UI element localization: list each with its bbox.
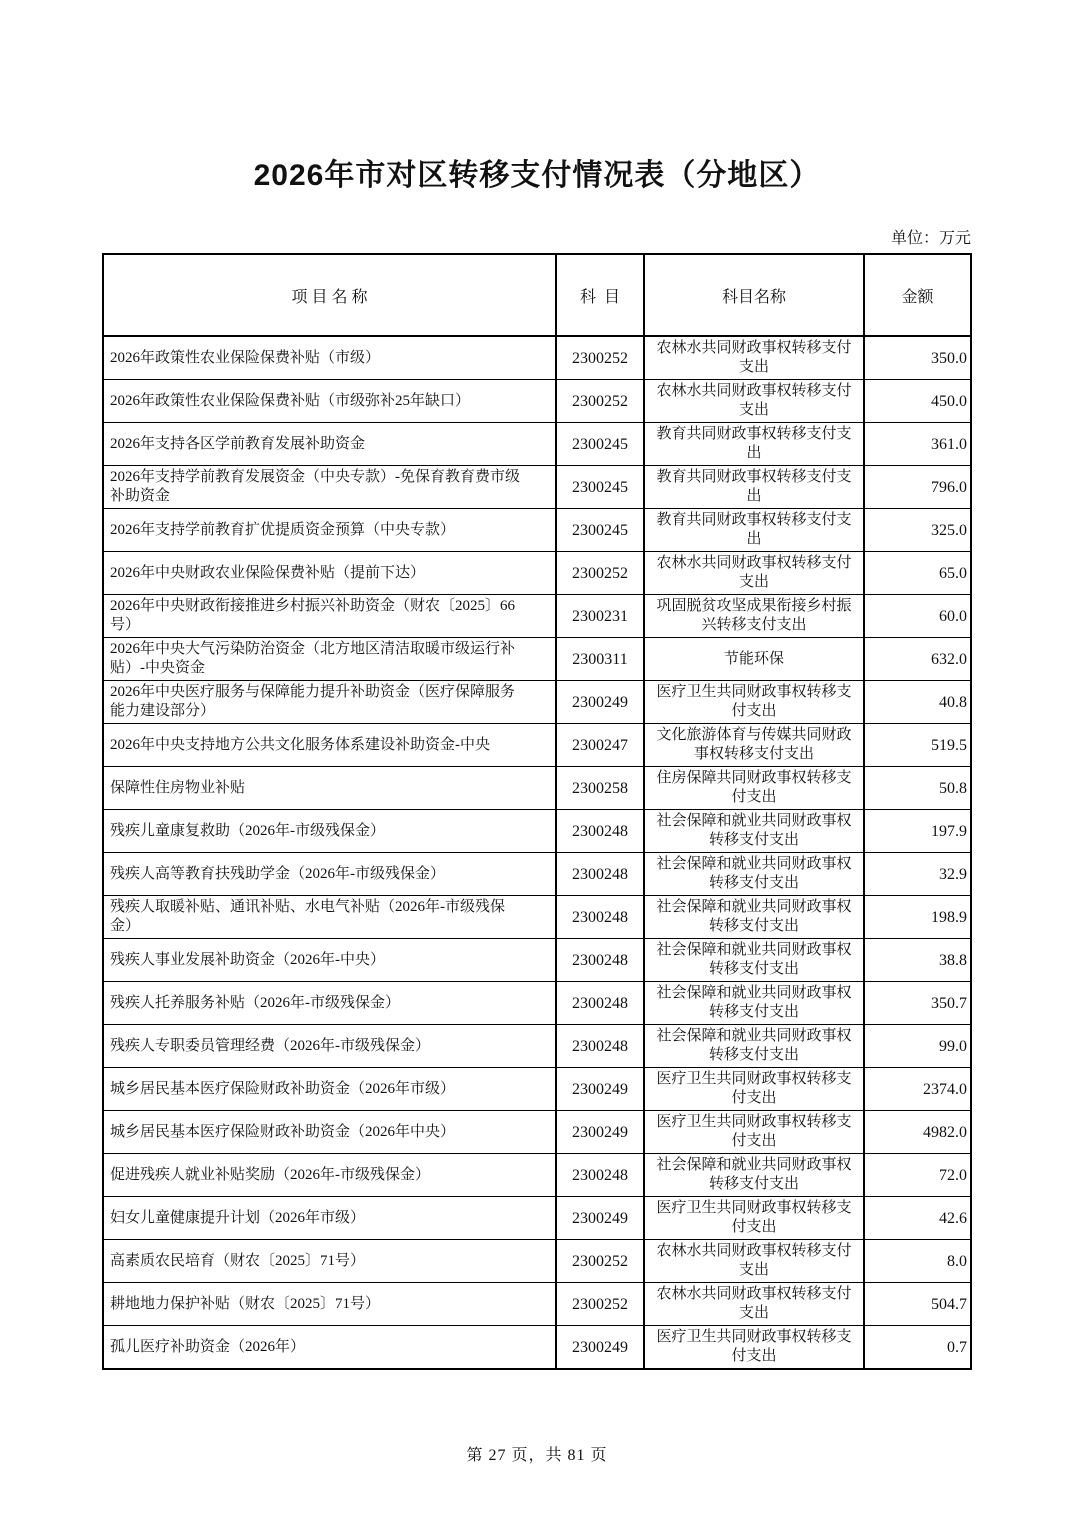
table-row (103, 1283, 971, 1326)
col-header-project-name: 项 目 名 称 (103, 254, 556, 336)
table-row (103, 336, 971, 380)
project-name-cell: 残疾儿童康复救助（2026年-市级残保金） (103, 810, 556, 853)
table-row (103, 1068, 971, 1111)
subject-name-cell: 社会保障和就业共同财政事权转移支付支出 (644, 853, 864, 896)
subject-name-cell: 社会保障和就业共同财政事权转移支付支出 (644, 939, 864, 982)
amount-cell: 197.9 (864, 810, 971, 853)
table-row (103, 466, 971, 509)
table-head (103, 254, 971, 336)
amount-cell: 32.9 (864, 853, 971, 896)
page-title: 2026年市对区转移支付情况表（分地区） (253, 159, 821, 192)
subject-code-cell: 2300252 (556, 1283, 644, 1326)
subject-code-cell: 2300247 (556, 724, 644, 767)
amount-cell: 325.0 (864, 509, 971, 552)
subject-name-cell: 医疗卫生共同财政事权转移支付支出 (644, 681, 864, 724)
subject-code-cell: 2300252 (556, 1240, 644, 1283)
subject-code-cell: 2300252 (556, 336, 644, 380)
subject-name-cell: 教育共同财政事权转移支付支出 (644, 423, 864, 466)
subject-code-cell: 2300245 (556, 509, 644, 552)
table-row (103, 638, 971, 681)
project-name-cell: 2026年中央医疗服务与保障能力提升补助资金（医疗保障服务能力建设部分） (103, 681, 556, 724)
subject-name-cell: 医疗卫生共同财政事权转移支付支出 (644, 1326, 864, 1370)
page-number: 第 27 页，共 81 页 (466, 1447, 608, 1464)
project-name-cell: 高素质农民培育（财农〔2025〕71号） (103, 1240, 556, 1283)
amount-cell: 72.0 (864, 1154, 971, 1197)
project-name-cell: 残疾人托养服务补贴（2026年-市级残保金） (103, 982, 556, 1025)
subject-code-cell: 2300248 (556, 1025, 644, 1068)
project-name-cell: 耕地地力保护补贴（财农〔2025〕71号） (103, 1283, 556, 1326)
table-row (103, 982, 971, 1025)
project-name-cell: 2026年中央财政农业保险保费补贴（提前下达） (103, 552, 556, 595)
subject-code-cell: 2300249 (556, 1197, 644, 1240)
subject-name-cell: 教育共同财政事权转移支付支出 (644, 509, 864, 552)
col-header-subject-code: 科 目 (556, 254, 644, 336)
amount-cell: 99.0 (864, 1025, 971, 1068)
project-name-cell: 2026年中央财政衔接推进乡村振兴补助资金（财农〔2025〕66号） (103, 595, 556, 638)
subject-name-cell: 医疗卫生共同财政事权转移支付支出 (644, 1068, 864, 1111)
table-row (103, 595, 971, 638)
project-name-cell: 残疾人高等教育扶残助学金（2026年-市级残保金） (103, 853, 556, 896)
amount-cell: 450.0 (864, 380, 971, 423)
table-row (103, 767, 971, 810)
subject-name-cell: 住房保障共同财政事权转移支付支出 (644, 767, 864, 810)
transfer-payment-table (102, 253, 972, 1370)
subject-name-cell: 医疗卫生共同财政事权转移支付支出 (644, 1197, 864, 1240)
amount-cell: 42.6 (864, 1197, 971, 1240)
col-header-amount: 金额 (864, 254, 971, 336)
project-name-cell: 城乡居民基本医疗保险财政补助资金（2026年中央） (103, 1111, 556, 1154)
subject-name-cell: 农林水共同财政事权转移支付支出 (644, 336, 864, 380)
subject-name-cell: 农林水共同财政事权转移支付支出 (644, 380, 864, 423)
project-name-cell: 促进残疾人就业补贴奖励（2026年-市级残保金） (103, 1154, 556, 1197)
table-row (103, 724, 971, 767)
subject-code-cell: 2300258 (556, 767, 644, 810)
table-row (103, 681, 971, 724)
amount-cell: 350.0 (864, 336, 971, 380)
subject-name-cell: 节能环保 (644, 638, 864, 681)
subject-code-cell: 2300248 (556, 896, 644, 939)
table-row (103, 423, 971, 466)
project-name-cell: 城乡居民基本医疗保险财政补助资金（2026年市级） (103, 1068, 556, 1111)
project-name-cell: 2026年支持各区学前教育发展补助资金 (103, 423, 556, 466)
subject-code-cell: 2300248 (556, 939, 644, 982)
subject-name-cell: 农林水共同财政事权转移支付支出 (644, 552, 864, 595)
amount-cell: 350.7 (864, 982, 971, 1025)
table-row (103, 1240, 971, 1283)
table-row (103, 939, 971, 982)
amount-cell: 504.7 (864, 1283, 971, 1326)
table-row (103, 1326, 971, 1370)
amount-cell: 8.0 (864, 1240, 971, 1283)
table-row (103, 853, 971, 896)
table-row (103, 552, 971, 595)
subject-name-cell: 农林水共同财政事权转移支付支出 (644, 1240, 864, 1283)
subject-name-cell: 教育共同财政事权转移支付支出 (644, 466, 864, 509)
table-row (103, 896, 971, 939)
subject-name-cell: 文化旅游体育与传媒共同财政事权转移支付支出 (644, 724, 864, 767)
amount-cell: 60.0 (864, 595, 971, 638)
project-name-cell: 2026年支持学前教育扩优提质资金预算（中央专款） (103, 509, 556, 552)
subject-code-cell: 2300248 (556, 982, 644, 1025)
table-header-row (103, 254, 971, 336)
subject-name-cell: 社会保障和就业共同财政事权转移支付支出 (644, 896, 864, 939)
project-name-cell: 残疾人事业发展补助资金（2026年-中央） (103, 939, 556, 982)
amount-cell: 2374.0 (864, 1068, 971, 1111)
amount-cell: 0.7 (864, 1326, 971, 1370)
amount-cell: 50.8 (864, 767, 971, 810)
project-name-cell: 2026年政策性农业保险保费补贴（市级弥补25年缺口） (103, 380, 556, 423)
subject-name-cell: 农林水共同财政事权转移支付支出 (644, 1283, 864, 1326)
subject-code-cell: 2300249 (556, 1326, 644, 1370)
subject-name-cell: 社会保障和就业共同财政事权转移支付支出 (644, 1025, 864, 1068)
subject-code-cell: 2300248 (556, 810, 644, 853)
subject-code-cell: 2300231 (556, 595, 644, 638)
subject-code-cell: 2300252 (556, 552, 644, 595)
subject-name-cell: 社会保障和就业共同财政事权转移支付支出 (644, 1154, 864, 1197)
project-name-cell: 2026年政策性农业保险保费补贴（市级） (103, 336, 556, 380)
table-row (103, 810, 971, 853)
amount-cell: 796.0 (864, 466, 971, 509)
amount-cell: 40.8 (864, 681, 971, 724)
subject-code-cell: 2300252 (556, 380, 644, 423)
amount-cell: 4982.0 (864, 1111, 971, 1154)
project-name-cell: 妇女儿童健康提升计划（2026年市级） (103, 1197, 556, 1240)
subject-name-cell: 医疗卫生共同财政事权转移支付支出 (644, 1111, 864, 1154)
subject-code-cell: 2300311 (556, 638, 644, 681)
amount-cell: 38.8 (864, 939, 971, 982)
project-name-cell: 保障性住房物业补贴 (103, 767, 556, 810)
subject-code-cell: 2300245 (556, 466, 644, 509)
table-row (103, 1154, 971, 1197)
project-name-cell: 残疾人专职委员管理经费（2026年-市级残保金） (103, 1025, 556, 1068)
subject-name-cell: 社会保障和就业共同财政事权转移支付支出 (644, 810, 864, 853)
amount-cell: 632.0 (864, 638, 971, 681)
table-row (103, 509, 971, 552)
project-name-cell: 残疾人取暖补贴、通讯补贴、水电气补贴（2026年-市级残保金） (103, 896, 556, 939)
project-name-cell: 孤儿医疗补助资金（2026年） (103, 1326, 556, 1370)
subject-code-cell: 2300249 (556, 1068, 644, 1111)
subject-code-cell: 2300248 (556, 1154, 644, 1197)
table-row (103, 380, 971, 423)
unit-note: 单位：万元 (890, 230, 971, 247)
table-row (103, 1111, 971, 1154)
subject-code-cell: 2300249 (556, 1111, 644, 1154)
table-body (103, 336, 971, 1369)
col-header-subject-name: 科目名称 (644, 254, 864, 336)
project-name-cell: 2026年中央支持地方公共文化服务体系建设补助资金-中央 (103, 724, 556, 767)
subject-code-cell: 2300248 (556, 853, 644, 896)
amount-cell: 65.0 (864, 552, 971, 595)
amount-cell: 519.5 (864, 724, 971, 767)
subject-code-cell: 2300245 (556, 423, 644, 466)
table-row (103, 1197, 971, 1240)
subject-name-cell: 社会保障和就业共同财政事权转移支付支出 (644, 982, 864, 1025)
subject-code-cell: 2300249 (556, 681, 644, 724)
table-row (103, 1025, 971, 1068)
project-name-cell: 2026年支持学前教育发展资金（中央专款）-免保育教育费市级补助资金 (103, 466, 556, 509)
project-name-cell: 2026年中央大气污染防治资金（北方地区清洁取暖市级运行补贴）-中央资金 (103, 638, 556, 681)
amount-cell: 361.0 (864, 423, 971, 466)
amount-cell: 198.9 (864, 896, 971, 939)
subject-name-cell: 巩固脱贫攻坚成果衔接乡村振兴转移支付支出 (644, 595, 864, 638)
